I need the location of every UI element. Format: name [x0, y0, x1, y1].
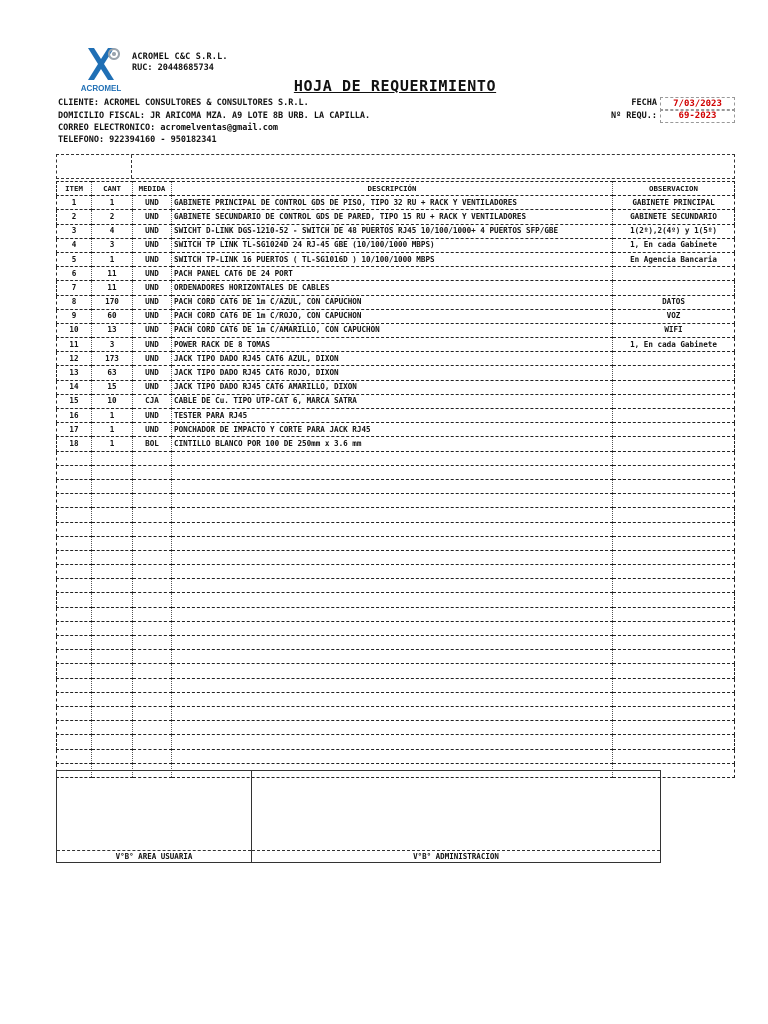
cell-descripcion: PACH CORD CAT6 DE 1m C/AMARILLO, CON CAPUCHON: [172, 323, 613, 337]
cell-item: [57, 536, 92, 550]
cell-observacion: [613, 281, 735, 295]
cell-medida: [133, 721, 172, 735]
cell-item: [57, 565, 92, 579]
cell-observacion: [613, 423, 735, 437]
cell-observacion: [613, 749, 735, 763]
blank-row: [57, 721, 735, 735]
cell-medida: CJA: [133, 394, 172, 408]
logo-text: ACROMEL: [80, 84, 122, 93]
cell-descripcion: JACK TIPO DADO RJ45 CAT6 ROJO, DIXON: [172, 366, 613, 380]
cell-item: [57, 479, 92, 493]
cell-observacion: [613, 352, 735, 366]
fecha-value: 7/03/2023: [660, 97, 735, 111]
cell-cant: 60: [92, 309, 133, 323]
cell-descripcion: PACH PANEL CAT6 DE 24 PORT: [172, 267, 613, 281]
cell-descripcion: [172, 479, 613, 493]
cell-medida: BOL: [133, 437, 172, 451]
cell-medida: UND: [133, 224, 172, 238]
top-box: [56, 154, 735, 179]
cell-observacion: [613, 380, 735, 394]
blank-row: [57, 522, 735, 536]
cell-descripcion: [172, 465, 613, 479]
cell-item: [57, 494, 92, 508]
document-title-row: [0, 76, 768, 95]
cell-descripcion: [172, 579, 613, 593]
cell-item: 3: [57, 224, 92, 238]
cell-medida: UND: [133, 352, 172, 366]
cell-observacion: GABINETE PRINCIPAL: [613, 196, 735, 210]
table-row: [57, 352, 735, 366]
cell-descripcion: GABINETE PRINCIPAL DE CONTROL GDS DE PISO, TIPO 32 RU + RACK Y VENTILADORES: [172, 196, 613, 210]
cell-cant: [92, 607, 133, 621]
client-line: CLIENTE: ACROMEL CONSULTORES & CONSULTORES S.R.L.: [58, 98, 309, 108]
cell-descripcion: POWER RACK DE 8 TOMAS: [172, 338, 613, 352]
cell-descripcion: [172, 636, 613, 650]
cell-descripcion: [172, 721, 613, 735]
cell-descripcion: [172, 565, 613, 579]
cell-medida: UND: [133, 366, 172, 380]
cell-observacion: [613, 394, 735, 408]
cell-descripcion: PACH CORD CAT6 DE 1m C/ROJO, CON CAPUCHON: [172, 309, 613, 323]
cell-observacion: 1, En cada Gabinete: [613, 338, 735, 352]
cell-cant: [92, 636, 133, 650]
cell-descripcion: SWITCH TP LINK TL-SG1024D 24 RJ-45 GBE (10/100/1000 MBPS): [172, 238, 613, 252]
blank-row: [57, 536, 735, 550]
cell-descripcion: TESTER PARA RJ45: [172, 409, 613, 423]
cell-item: 4: [57, 238, 92, 252]
cell-medida: [133, 664, 172, 678]
cell-item: 13: [57, 366, 92, 380]
cell-cant: [92, 621, 133, 635]
cell-medida: UND: [133, 323, 172, 337]
items-table: [56, 181, 735, 778]
blank-row: [57, 749, 735, 763]
blank-row: [57, 636, 735, 650]
cell-cant: [92, 494, 133, 508]
cell-cant: 4: [92, 224, 133, 238]
cell-item: 2: [57, 210, 92, 224]
cell-item: [57, 735, 92, 749]
cell-medida: [133, 579, 172, 593]
cell-cant: [92, 536, 133, 550]
cell-descripcion: [172, 735, 613, 749]
cell-item: 7: [57, 281, 92, 295]
table-row: [57, 409, 735, 423]
cell-cant: 11: [92, 267, 133, 281]
cell-cant: [92, 465, 133, 479]
cell-descripcion: [172, 494, 613, 508]
cell-cant: 3: [92, 238, 133, 252]
cell-medida: [133, 735, 172, 749]
cell-cant: [92, 550, 133, 564]
cell-cant: [92, 735, 133, 749]
cell-medida: UND: [133, 238, 172, 252]
table-row: [57, 423, 735, 437]
cell-medida: UND: [133, 309, 172, 323]
cell-descripcion: [172, 650, 613, 664]
cell-descripcion: [172, 550, 613, 564]
blank-row: [57, 479, 735, 493]
table-row: [57, 196, 735, 210]
cell-item: [57, 465, 92, 479]
document-title: HOJA DE REQUERIMIENTO: [293, 77, 497, 95]
cell-medida: [133, 451, 172, 465]
cell-observacion: [613, 409, 735, 423]
cell-item: [57, 721, 92, 735]
cell-item: [57, 607, 92, 621]
table-header-row: [57, 182, 735, 196]
cell-medida: UND: [133, 295, 172, 309]
cell-observacion: [613, 593, 735, 607]
cell-item: 9: [57, 309, 92, 323]
cell-observacion: [613, 522, 735, 536]
cell-item: 11: [57, 338, 92, 352]
table-row: [57, 281, 735, 295]
table-row: [57, 380, 735, 394]
cell-cant: [92, 565, 133, 579]
cell-medida: UND: [133, 196, 172, 210]
cell-cant: [92, 579, 133, 593]
cell-cant: [92, 479, 133, 493]
cell-observacion: WIFI: [613, 323, 735, 337]
cell-medida: [133, 636, 172, 650]
cell-item: 8: [57, 295, 92, 309]
cell-observacion: [613, 692, 735, 706]
signature-box-administracion: [251, 770, 661, 863]
requ-label: Nº REQU.:: [610, 111, 657, 121]
cell-cant: 3: [92, 338, 133, 352]
cell-cant: 13: [92, 323, 133, 337]
cell-descripcion: GABINETE SECUNDARIO DE CONTROL GDS DE PARED, TIPO 15 RU + RACK Y VENTILADORES: [172, 210, 613, 224]
cell-observacion: [613, 494, 735, 508]
cell-descripcion: [172, 536, 613, 550]
cell-cant: 15: [92, 380, 133, 394]
cell-item: [57, 664, 92, 678]
cell-descripcion: [172, 749, 613, 763]
cell-descripcion: [172, 706, 613, 720]
cell-descripcion: [172, 522, 613, 536]
blank-row: [57, 593, 735, 607]
cell-cant: [92, 650, 133, 664]
cell-medida: [133, 678, 172, 692]
cell-observacion: [613, 636, 735, 650]
cell-cant: 2: [92, 210, 133, 224]
cell-medida: [133, 692, 172, 706]
blank-row: [57, 607, 735, 621]
blank-row: [57, 550, 735, 564]
cell-item: [57, 451, 92, 465]
cell-cant: 173: [92, 352, 133, 366]
cell-cant: 1: [92, 196, 133, 210]
cell-observacion: [613, 579, 735, 593]
col-header-cant: CANT: [92, 182, 133, 196]
cell-medida: [133, 650, 172, 664]
cell-observacion: VOZ: [613, 309, 735, 323]
cell-medida: [133, 749, 172, 763]
cell-item: 5: [57, 252, 92, 266]
col-header-item: ITEM: [57, 182, 92, 196]
cell-observacion: [613, 621, 735, 635]
cell-medida: UND: [133, 267, 172, 281]
cell-cant: [92, 706, 133, 720]
cell-medida: [133, 550, 172, 564]
cell-medida: [133, 706, 172, 720]
cell-observacion: 1(2º),2(4º) y 1(5º): [613, 224, 735, 238]
cell-medida: [133, 536, 172, 550]
correo-line: CORREO ELECTRONICO: acromelventas@gmail.com: [58, 123, 279, 133]
cell-item: [57, 522, 92, 536]
blank-row: [57, 678, 735, 692]
cell-medida: [133, 593, 172, 607]
cell-observacion: [613, 664, 735, 678]
cell-descripcion: [172, 593, 613, 607]
cell-item: [57, 593, 92, 607]
cell-observacion: GABINETE SECUNDARIO: [613, 210, 735, 224]
cell-observacion: [613, 366, 735, 380]
cell-observacion: [613, 465, 735, 479]
table-row: [57, 309, 735, 323]
cell-observacion: [613, 565, 735, 579]
cell-item: 12: [57, 352, 92, 366]
cell-item: [57, 508, 92, 522]
cell-item: 10: [57, 323, 92, 337]
cell-cant: [92, 749, 133, 763]
cell-observacion: [613, 706, 735, 720]
telefono-line: TELEFONO: 922394160 - 950182341: [58, 135, 217, 145]
cell-item: [57, 579, 92, 593]
table-row: [57, 252, 735, 266]
company-ruc: RUC: 20448685734: [132, 63, 214, 73]
cell-medida: [133, 494, 172, 508]
cell-cant: [92, 692, 133, 706]
cell-medida: [133, 522, 172, 536]
table-row: [57, 267, 735, 281]
cell-medida: UND: [133, 281, 172, 295]
company-name: ACROMEL C&C S.R.L.: [132, 52, 228, 62]
cell-cant: 1: [92, 252, 133, 266]
cell-observacion: [613, 451, 735, 465]
cell-descripcion: [172, 692, 613, 706]
cell-medida: [133, 565, 172, 579]
cell-item: 14: [57, 380, 92, 394]
cell-descripcion: CABLE DE Cu. TIPO UTP-CAT 6, MARCA SATRA: [172, 394, 613, 408]
table-row: [57, 338, 735, 352]
cell-item: [57, 706, 92, 720]
top-box-divider: [131, 155, 133, 178]
cell-cant: [92, 451, 133, 465]
cell-descripcion: [172, 621, 613, 635]
cell-item: 16: [57, 409, 92, 423]
cell-observacion: [613, 607, 735, 621]
cell-descripcion: [172, 607, 613, 621]
blank-row: [57, 579, 735, 593]
cell-medida: [133, 479, 172, 493]
cell-medida: UND: [133, 338, 172, 352]
cell-descripcion: PONCHADOR DE IMPACTO Y CORTE PARA JACK RJ45: [172, 423, 613, 437]
cell-cant: 1: [92, 423, 133, 437]
cell-descripcion: JACK TIPO DADO RJ45 CAT6 AZUL, DIXON: [172, 352, 613, 366]
signature-box-area-usuaria: [56, 770, 252, 863]
cell-observacion: [613, 508, 735, 522]
blank-row: [57, 508, 735, 522]
cell-descripcion: PACH CORD CAT6 DE 1m C/AZUL, CON CAPUCHON: [172, 295, 613, 309]
cell-cant: [92, 593, 133, 607]
blank-row: [57, 465, 735, 479]
cell-observacion: [613, 479, 735, 493]
cell-observacion: [613, 267, 735, 281]
blank-row: [57, 692, 735, 706]
cell-observacion: En Agencia Bancaria: [613, 252, 735, 266]
fecha-label: FECHA: [631, 98, 657, 108]
cell-item: 15: [57, 394, 92, 408]
cell-descripcion: [172, 664, 613, 678]
cell-cant: [92, 508, 133, 522]
cell-item: [57, 692, 92, 706]
cell-item: [57, 749, 92, 763]
cell-descripcion: SWITCH TP-LINK 16 PUERTOS ( TL-SG1016D ) 10/100/1000 MBPS: [172, 252, 613, 266]
table-row: [57, 210, 735, 224]
table-row: [57, 295, 735, 309]
cell-cant: 1: [92, 409, 133, 423]
cell-descripcion: JACK TIPO DADO RJ45 CAT6 AMARILLO, DIXON: [172, 380, 613, 394]
cell-cant: 11: [92, 281, 133, 295]
cell-observacion: [613, 536, 735, 550]
cell-item: [57, 550, 92, 564]
table-row: [57, 437, 735, 451]
cell-item: 18: [57, 437, 92, 451]
cell-medida: [133, 621, 172, 635]
cell-descripcion: SWICHT D-LINK DGS-1210-52 - SWITCH DE 48 PUERTOS RJ45 10/100/1000+ 4 PUERTOS SFP/GBE: [172, 224, 613, 238]
cell-medida: [133, 607, 172, 621]
cell-medida: UND: [133, 409, 172, 423]
cell-descripcion: CINTILLO BLANCO POR 100 DE 250mm x 3.6 mm: [172, 437, 613, 451]
cell-medida: UND: [133, 423, 172, 437]
table-row: [57, 224, 735, 238]
cell-item: 1: [57, 196, 92, 210]
cell-medida: [133, 465, 172, 479]
cell-descripcion: [172, 451, 613, 465]
cell-descripcion: [172, 678, 613, 692]
cell-observacion: DATOS: [613, 295, 735, 309]
blank-row: [57, 650, 735, 664]
cell-cant: [92, 678, 133, 692]
table-row: [57, 238, 735, 252]
cell-item: [57, 636, 92, 650]
blank-row: [57, 735, 735, 749]
domicilio-line: DOMICILIO FISCAL: JR ARICOMA MZA. A9 LOTE 8B URB. LA CAPILLA.: [58, 111, 371, 121]
cell-observacion: [613, 721, 735, 735]
cell-cant: [92, 664, 133, 678]
col-header-medida: MEDIDA: [133, 182, 172, 196]
blank-row: [57, 565, 735, 579]
cell-observacion: [613, 550, 735, 564]
cell-item: 6: [57, 267, 92, 281]
cell-observacion: [613, 678, 735, 692]
blank-row: [57, 706, 735, 720]
cell-observacion: [613, 650, 735, 664]
cell-descripcion: [172, 508, 613, 522]
cell-cant: 63: [92, 366, 133, 380]
cell-cant: 10: [92, 394, 133, 408]
cell-observacion: 1, En cada Gabinete: [613, 238, 735, 252]
cell-cant: 170: [92, 295, 133, 309]
blank-row: [57, 664, 735, 678]
cell-observacion: [613, 437, 735, 451]
cell-item: 17: [57, 423, 92, 437]
table-row: [57, 366, 735, 380]
signature-label-administracion: V°B° ADMINISTRACION: [252, 850, 660, 862]
cell-item: [57, 678, 92, 692]
cell-observacion: [613, 735, 735, 749]
cell-descripcion: ORDENADORES HORIZONTALES DE CABLES: [172, 281, 613, 295]
cell-medida: UND: [133, 380, 172, 394]
col-header-descripcion: DESCRIPCIÓN: [172, 182, 613, 196]
cell-medida: UND: [133, 252, 172, 266]
table-row: [57, 394, 735, 408]
cell-medida: UND: [133, 210, 172, 224]
cell-medida: [133, 508, 172, 522]
cell-cant: 1: [92, 437, 133, 451]
cell-item: [57, 621, 92, 635]
cell-cant: [92, 721, 133, 735]
requ-value: 69-2023: [660, 109, 735, 123]
col-header-observacion: OBSERVACION: [613, 182, 735, 196]
blank-row: [57, 494, 735, 508]
signature-label-area-usuaria: V°B° AREA USUARIA: [57, 850, 251, 862]
cell-item: [57, 650, 92, 664]
blank-row: [57, 451, 735, 465]
cell-cant: [92, 522, 133, 536]
table-row: [57, 323, 735, 337]
blank-row: [57, 621, 735, 635]
